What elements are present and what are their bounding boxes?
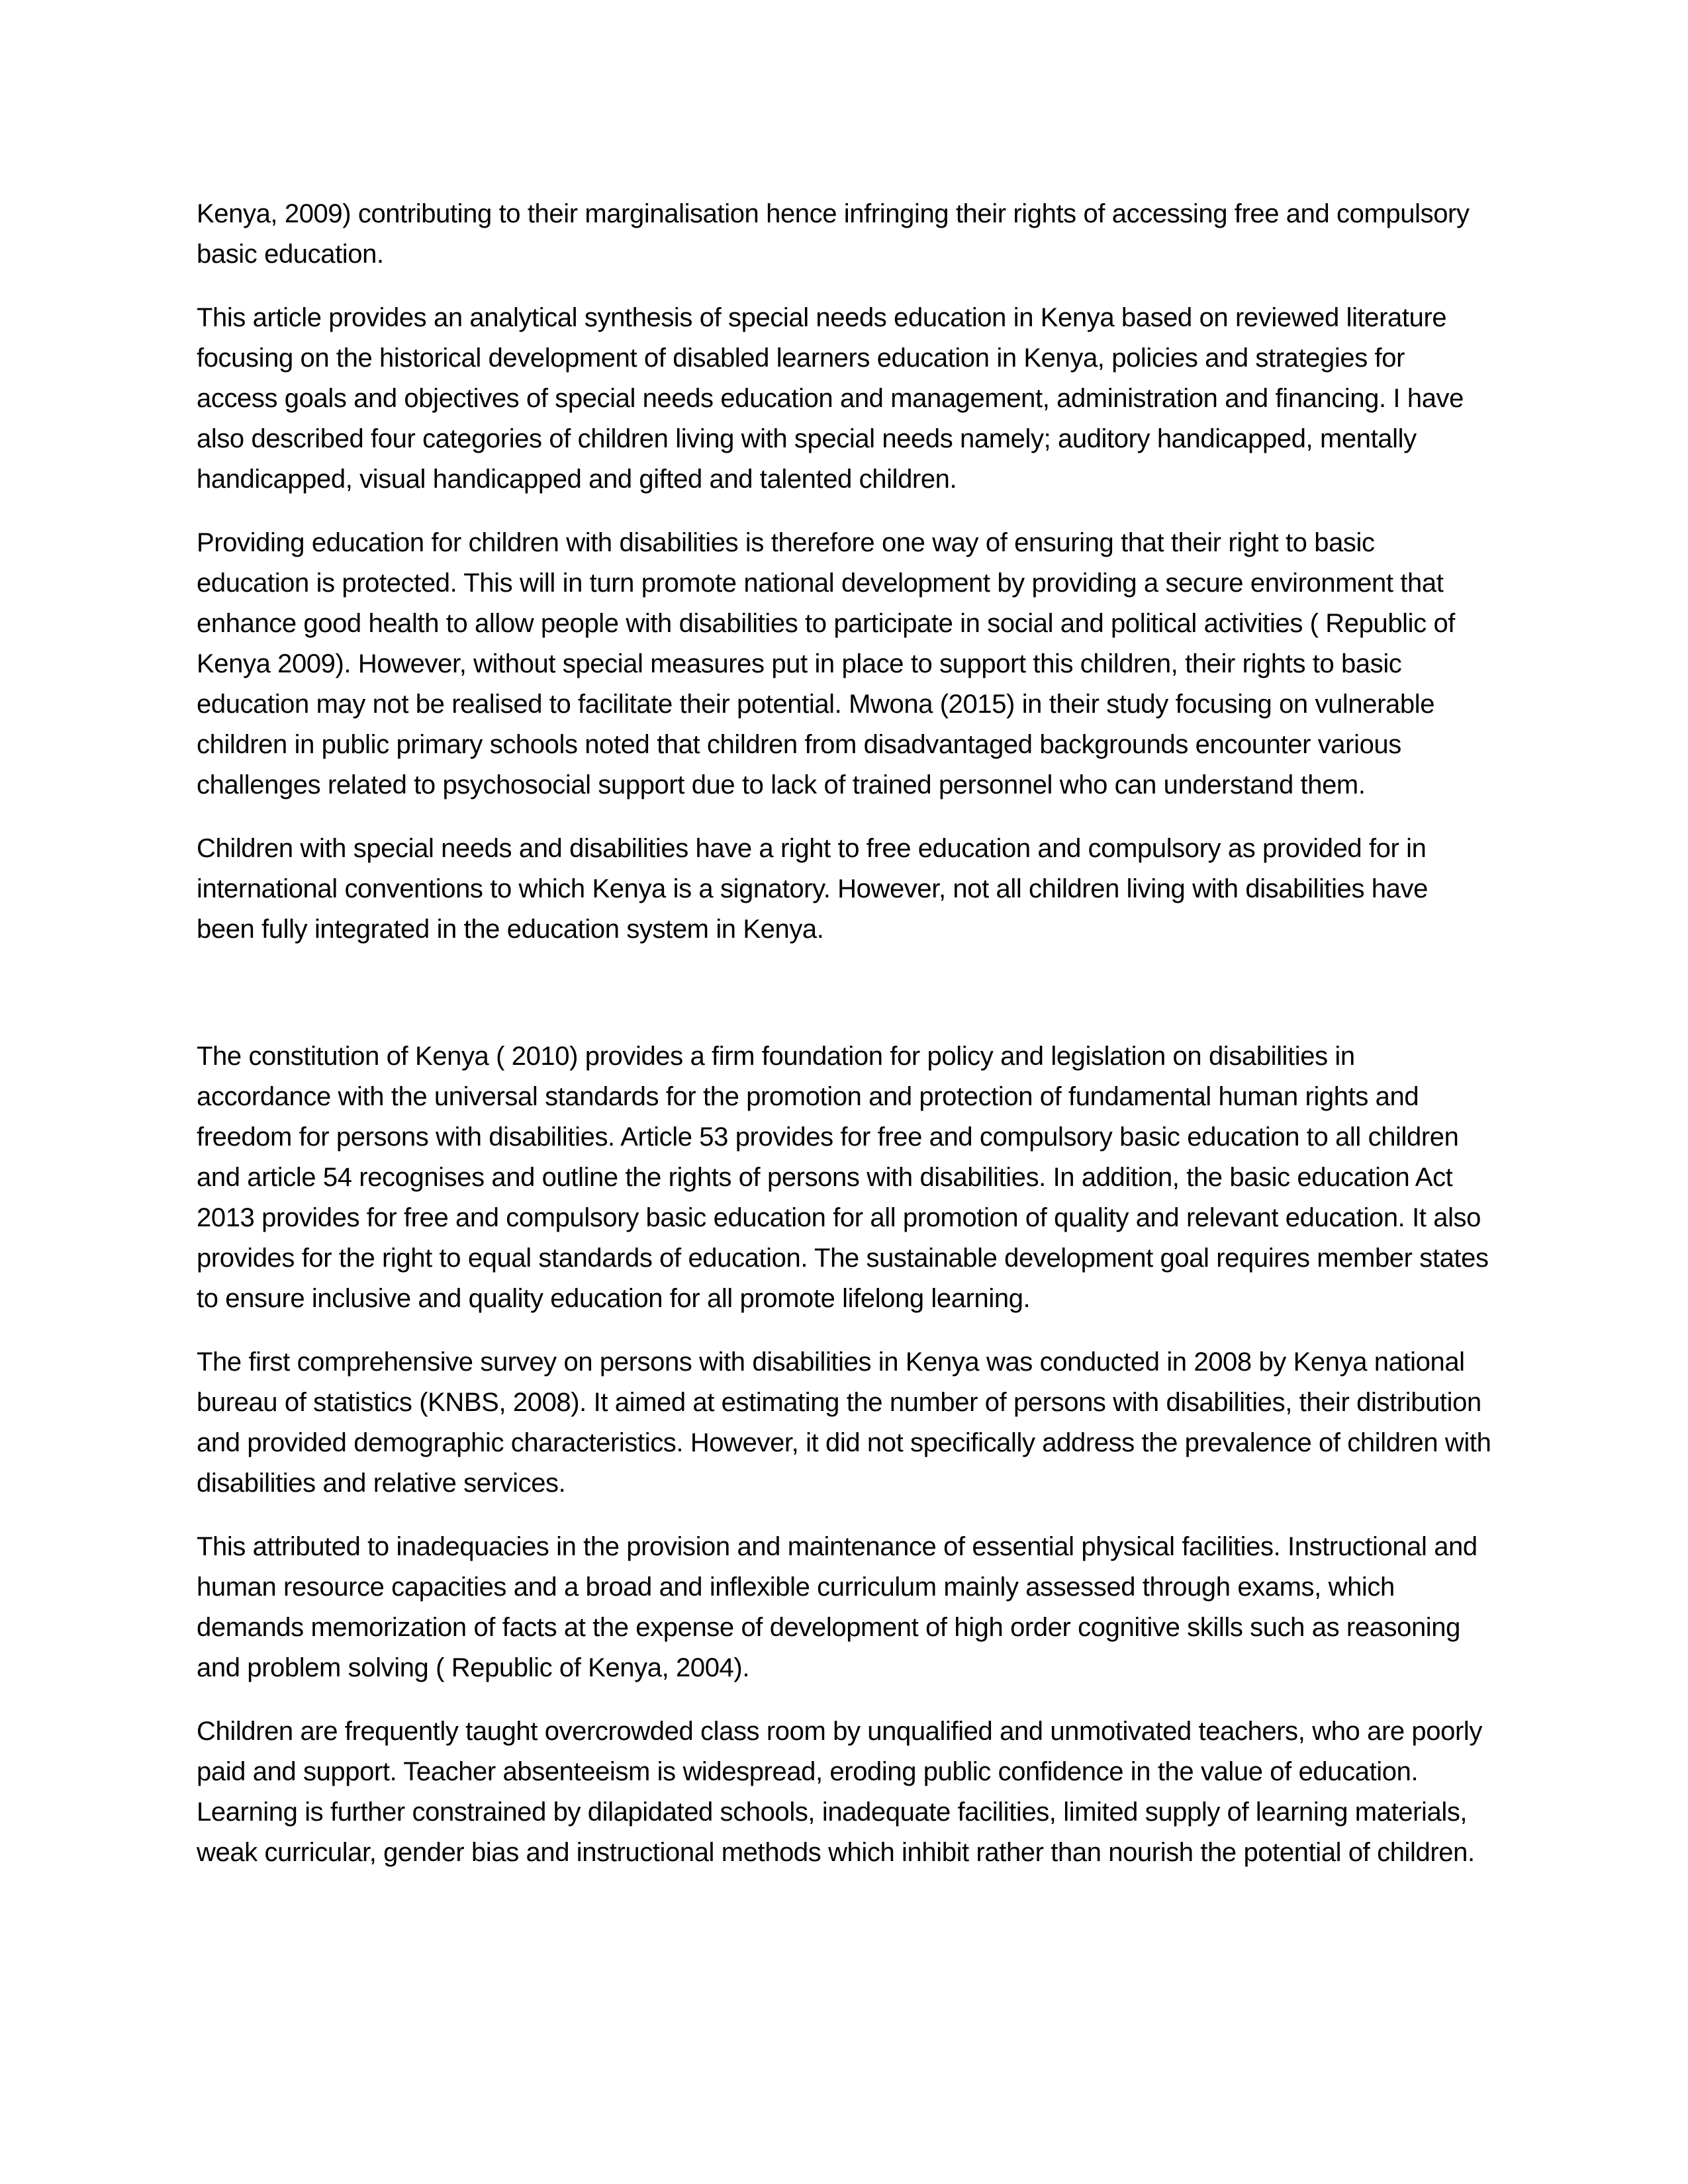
paragraph-inadequacies: This attributed to inadequacies in the provision and maintenance of essential physical facilities. Instructional and human resource capacities and a broad and inflexible curriculum mainly assessed through exams, which demands memorization of facts at the expense of development of high order cognitive skills such as reasoning and problem solving ( Republic of Kenya, 2004).: [197, 1532, 1477, 1682]
paragraph-knbs-survey: The first comprehensive survey on persons with disabilities in Kenya was conducted in 2008 by Kenya national bureau of statistics (KNBS, 2008). It aimed at estimating the number of persons with disabilities, their distribution and provided demographic characteristics. However, it did not specifically address the prevalence of children with disabilities and relative services.: [197, 1347, 1491, 1498]
paragraph-overcrowded-classrooms: Children are frequently taught overcrowded class room by unqualified and unmotivated teachers, who are poorly paid and support. Teacher absenteeism is widespread, eroding public confidence in the value of education. Learning is further constrained by dilapidated schools, inadequate facilities, limited supply of learning materials, weak curricular, gender bias and instructional methods which inhibit rather than nourish the potential of children.: [197, 1717, 1482, 1867]
paragraph-right-to-free-education: Children with special needs and disabilities have a right to free education and compulsory as provided for in international conventions to which Kenya is a signatory. However, not all children living with disabilities have been fully integrated in the education system in Kenya.: [197, 834, 1428, 944]
paragraph-marginalisation: Kenya, 2009) contributing to their marginalisation hence infringing their rights of accessing free and compulsory basic education.: [197, 199, 1470, 269]
document-body: [197, 194, 1491, 1873]
paragraph-providing-education: Providing education for children with disabilities is therefore one way of ensuring that their right to basic education is protected. This will in turn promote national development by providing a secure environment that enhance good health to allow people with disabilities to participate in social and political activities ( Republic of Kenya 2009). However, without special measures put in place to support this children, their rights to basic education may not be realised to facilitate their potential. Mwona (2015) in their study focusing on vulnerable children in public primary schools noted that children from disadvantaged backgrounds encounter various challenges related to psychosocial support due to lack of trained personnel who can understand them.: [197, 528, 1456, 799]
paragraph-constitution: The constitution of Kenya ( 2010) provides a firm foundation for policy and legislation on disabilities in accordance with the universal standards for the promotion and protection of fundamental human rights and freedom for persons with disabilities. Article 53 provides for free and compulsory basic education to all children and article 54 recognises and outline the rights of persons with disabilities. In addition, the basic education Act 2013 provides for free and compulsory basic education for all promotion of quality and relevant education. It also provides for the right to equal standards of education. The sustainable development goal requires member states to ensure inclusive and quality education for all promote lifelong learning.: [197, 1042, 1489, 1313]
paragraph-article-synthesis: This article provides an analytical synthesis of special needs education in Kenya based on reviewed literature focusing on the historical development of disabled learners education in Kenya, policies and strategies for access goals and objectives of special needs education and management, administration and financing. I have also described four categories of children living with special needs namely; auditory handicapped, mentally handicapped, visual handicapped and gifted and talented children.: [197, 303, 1464, 494]
